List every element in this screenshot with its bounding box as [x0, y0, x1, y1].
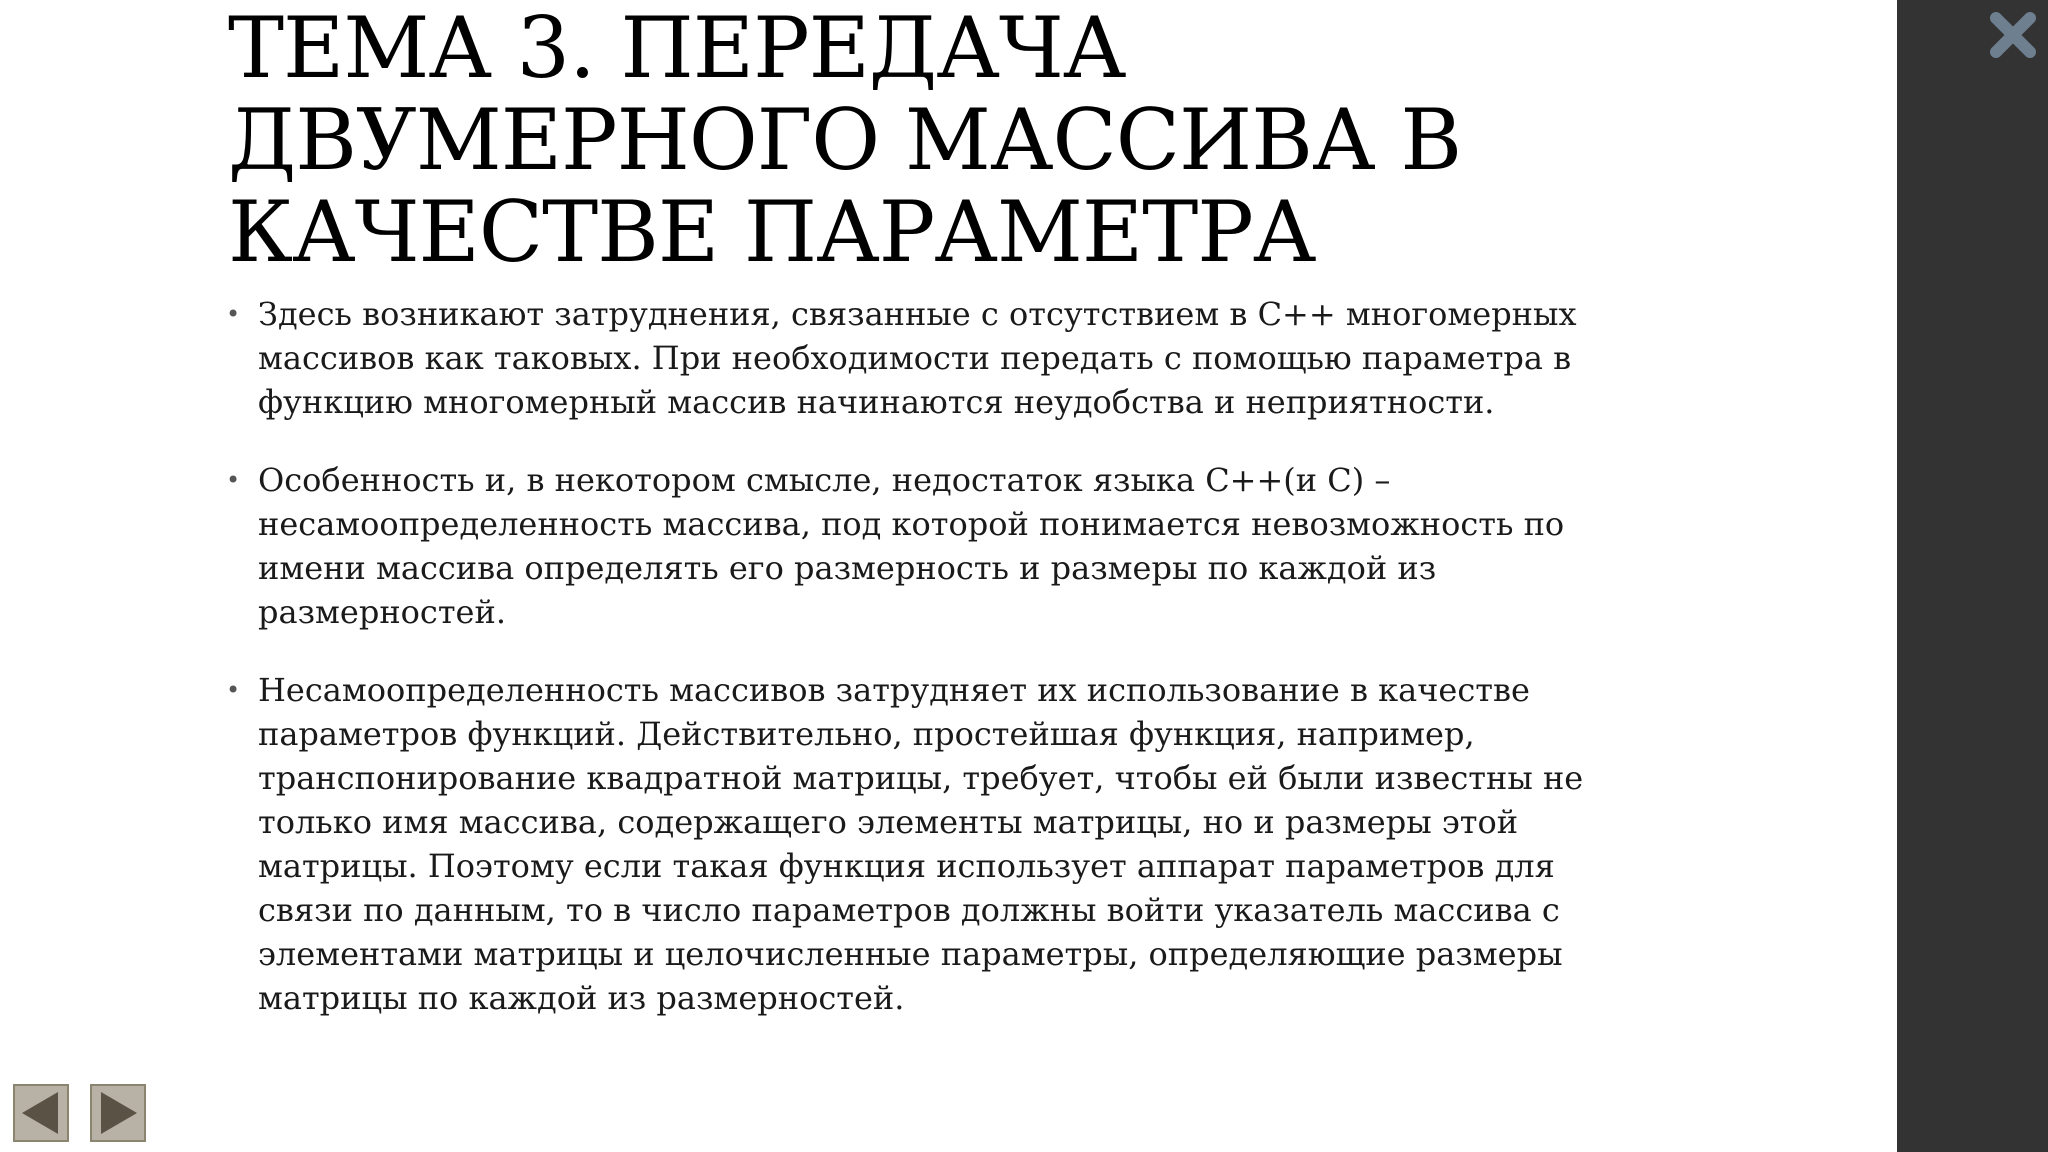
slide-title: ТЕМА 3. ПЕРЕДАЧА ДВУМЕРНОГО МАССИВА В КАЧЕСТВЕ ПАРАМЕТРА: [228, 0, 1462, 281]
bullet-item: [222, 668, 1642, 1020]
bullet-item: [222, 458, 1642, 634]
slide-content: [222, 292, 1642, 1054]
side-panel: [1897, 0, 2048, 1152]
bullet-dot: •: [226, 300, 241, 328]
bullet-text: Здесь возникают затруднения, связанные с отсутствием в С++ многомерных массивов как таковых. При необходимости передать с помощью параметра в функцию многомерный массив начинаются неудобства и неприятности.: [258, 295, 1577, 421]
bullet-dot: •: [226, 466, 241, 494]
previous-slide-button[interactable]: [13, 1084, 69, 1142]
next-slide-button[interactable]: [90, 1084, 146, 1142]
bullet-dot: •: [226, 676, 241, 704]
bullet-text: Несамоопределенность массивов затрудняет их использование в качестве параметров функций. Действительно, простейшая функция, например, транспонирование квадратной матрицы, требует, чтобы ей были известны не только имя массива, содержащего элементы матрицы, но и размеры этой матрицы. Поэтому если такая функция использует аппарат параметров для связи по данным, то в число параметров должны войти указатель массива с элементами матрицы и целочисленные параметры, определяющие размеры матрицы по каждой из размерностей.: [258, 671, 1584, 1017]
close-icon: [1986, 8, 2040, 62]
next-arrow-icon: [92, 1086, 144, 1140]
bullet-item: [222, 292, 1642, 424]
bullet-text: Особенность и, в некотором смысле, недостаток языка С++(и С) – несамоопределенность массива, под которой понимается невозможность по имени массива определять его размерность и размеры по каждой из размерностей.: [258, 461, 1565, 631]
previous-arrow-icon: [15, 1086, 67, 1140]
close-button[interactable]: [1986, 8, 2040, 62]
